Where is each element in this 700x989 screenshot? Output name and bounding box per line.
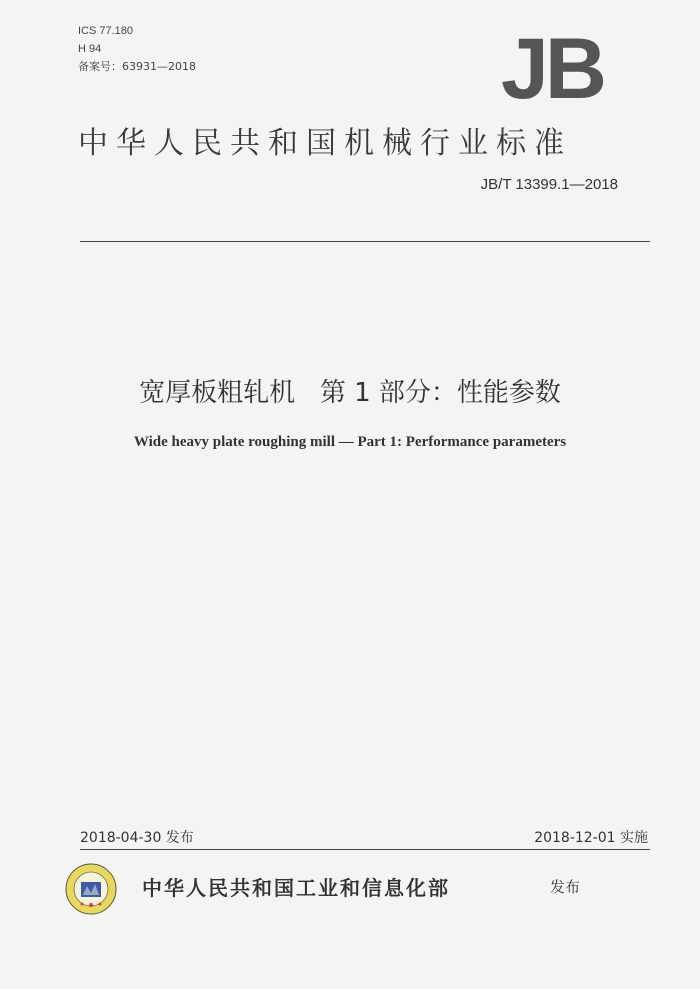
document-title-cn: 宽厚板粗轧机 第 1 部分：性能参数 [139, 378, 561, 408]
record-number: 备案号：63931—2018 [78, 60, 196, 73]
standard-code: JB/T 13399.1—2018 [480, 176, 618, 193]
jb-logo-text: JB [501, 30, 603, 104]
jb-logo-icon [488, 30, 616, 104]
standard-category-title: 中华人民共和国机械行业标准 [78, 126, 572, 161]
h-code: H 94 [78, 43, 102, 55]
issue-date: 2018-04-30 发布 [80, 830, 194, 846]
ministry-emblem-icon [64, 862, 118, 916]
issuing-authority: 中华人民共和国工业和信息化部 [142, 876, 450, 900]
classification-block [78, 22, 196, 76]
ics-code: ICS 77.180 [78, 25, 134, 37]
bottom-divider [80, 849, 650, 850]
issuing-label: 发布 [550, 878, 581, 896]
document-title-en: Wide heavy plate roughing mill — Part 1: Performance parameters [133, 434, 567, 450]
implementation-date: 2018-12-01 实施 [534, 830, 648, 846]
top-divider [80, 241, 650, 242]
